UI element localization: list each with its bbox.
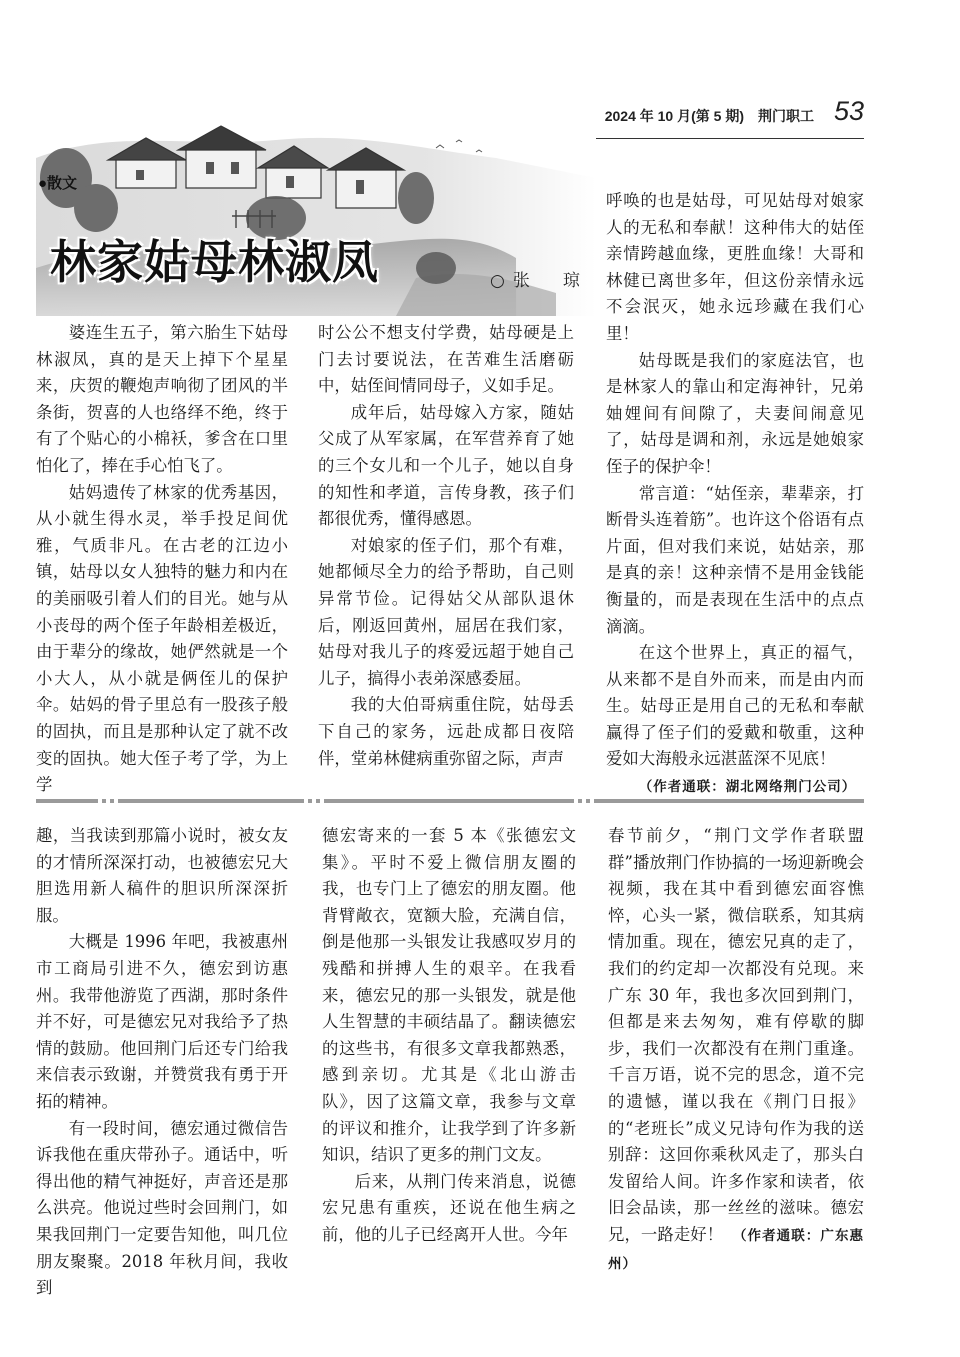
article2-column-1 xyxy=(36,823,288,1302)
paragraph: 德宏寄来的一套 5 本《张德宏文集》。平时不爱上微信朋友圈的我，也专门上了德宏的朋友圈。他背臂敞衣，宽额大脸，充满自信，倒是他那一头银发让我感叹岁月的残酷和拼搏人生的艰辛。在我看来，德宏兄的那一头银发，就是他人生智慧的丰硕结晶了。翻读德宏的这些书，有很多文章我都熟悉，感到亲切。尤其是《北山游击队》，因了这篇文章，我参与文章的评议和推介，让我学到了许多新知识，结识了更多的荆门文友。 xyxy=(322,826,576,1165)
paragraph: 在这个世界上，真正的福气，从来都不是自外而来，而是由内而生。姑母正是用自己的无私和奉献赢得了侄子们的爱戴和敬重，这种爱如大海般永远湛蓝深不见底！ xyxy=(606,643,864,769)
paragraph: 成年后，姑母嫁入方家，随姑父成了从军家属，在军营养育了她的三个女儿和一个儿子，她以自身的知性和孝道，言传身教，孩子们都很优秀，懂得感恩。 xyxy=(318,402,574,529)
paragraph: 姑妈遗传了林家的优秀基因，从小就生得水灵，举手投足间优雅，气质非凡。在古老的江边小镇，姑母以女人独特的魅力和内在的美丽吸引着人们的目光。她与从小丧母的两个侄子年龄相差极近，由于辈分的缘故，她俨然就是一个小大人，从小就是俩侄儿的保护伞。姑妈的骨子里总有一股孩子般的固执，而且是那种认定了就不改变的固执。她大侄子考了学，为上学 xyxy=(36,482,288,795)
article1-column-3 xyxy=(606,188,864,801)
paragraph xyxy=(608,823,864,1277)
paragraph: 大概是 1996 年吧，我被惠州市工商局引进不久，德宏到访惠州。我带他游览了西湖，那时条件并不好，可是德宏兄对我给予了热情的鼓励。他回荆门后还专门给我来信表示致谢，并赞赏我有勇于开拓的精神。 xyxy=(36,932,288,1111)
article-author: ○张 琼 xyxy=(490,271,588,291)
author-contact-note: （作者通联：广东惠州） xyxy=(608,1227,865,1272)
author-note-text: （作者通联：湖北网络荆门公司） xyxy=(638,779,857,796)
article1-column-1 xyxy=(36,320,288,799)
paragraph: 姑母既是我们的家庭法官，也是林家人的靠山和定海神针，兄弟妯娌间有间隙了，夫妻间闹意见了，姑母是调和剂，永远是她娘家侄子的保护伞！ xyxy=(606,350,864,476)
section-divider xyxy=(36,797,864,805)
paragraph: 对娘家的侄子们，那个有难，她都倾尽全力的给予帮助，自己则异常节俭。记得姑父从部队退休后，刚返回黄州，屈居在我们家，姑母对我儿子的疼爱远超于她自己儿子，搞得小表弟深感委屈。 xyxy=(318,535,574,688)
article2-column-2 xyxy=(322,823,576,1249)
article-title: 林家姑母林淑凤 xyxy=(50,235,379,289)
paragraph: 趣，当我读到那篇小说时，被女友的才情所深深打动，也被德宏兄大胆选用新人稿件的胆识所深深折服。 xyxy=(36,826,288,925)
issue-info: 2024 年 10 月(第 5 期) 荆门职工 xyxy=(604,108,814,124)
paragraph: 有一段时间，德宏通过微信告诉我他在重庆带孙子。通话中，听得出他的精气神挺好，声音还是那么洪亮。他说过些时会回荆门，如果我回荆门一定要告知他，叫几位朋友聚聚。2018 年秋月间，我收到 xyxy=(36,1118,288,1298)
page-number: 53 xyxy=(833,96,864,126)
section-label: ●散文 xyxy=(38,175,78,192)
paragraph: 婆连生五子，第六胎生下姑母林淑凤，真的是天上掉下个星星来，庆贺的鞭炮声响彻了团风的半条街，贺喜的人也络绎不绝，终于有了个贴心的小棉袄，爹含在口里怕化了，捧在手心怕飞了。 xyxy=(36,323,288,475)
article1-column-2 xyxy=(318,320,574,772)
paragraph: 我的大伯哥病重住院，姑母丢下自己的家务，远赴成都日夜陪伴，堂弟林健病重弥留之际，声声 xyxy=(318,695,574,768)
article2-column-3 xyxy=(608,823,864,1277)
paragraph: 常言道：“姑侄亲，辈辈亲，打断骨头连着筋”。也许这个俗语有点片面，但对我们来说，姑姑亲，那是真的亲！这种亲情不是用金钱能衡量的，而是表现在生活中的点点滴滴。 xyxy=(606,483,864,636)
paragraph-text: 春节前夕，“荆门文学作者联盟群”播放荆门作协搞的一场迎新晚会视频，我在其中看到德宏面容憔悴，心头一紧，微信联系，知其病情加重。现在，德宏兄真的走了，我们的约定却一次都没有兑现。来广东 30 年，我也多次回到荆门，但都是来去匆匆，难有停歇的脚步，我们一次都没有在荆门重逢。千言万语，说不完的思念，道不完的遗憾，谨以我在《荆门日报》的“老班长”成义兄诗句作为我的送别辞：这回你乘秋风走了，那头白发留给人间。许多作家和读者，依旧会品读，那一丝丝的滋味。德宏兄，一路走好！ xyxy=(608,826,864,1244)
paragraph: 后来，从荆门传来消息，说德宏兄患有重疾，还说在他生病之前，他的儿子已经离开人世。今年 xyxy=(322,1171,576,1244)
paragraph: 呼唤的也是姑母，可见姑母对娘家人的无私和奉献！这种伟大的姑侄亲情跨越血缘，更胜血缘！大哥和林健已离世多年，但这份亲情永远不会泯灭，她永远珍藏在我们心里！ xyxy=(606,191,864,343)
paragraph: 时公公不想支付学费，姑母硬是上门去讨要说法，在苦难生活磨砺中，姑侄间情同母子，义如手足。 xyxy=(318,323,574,396)
